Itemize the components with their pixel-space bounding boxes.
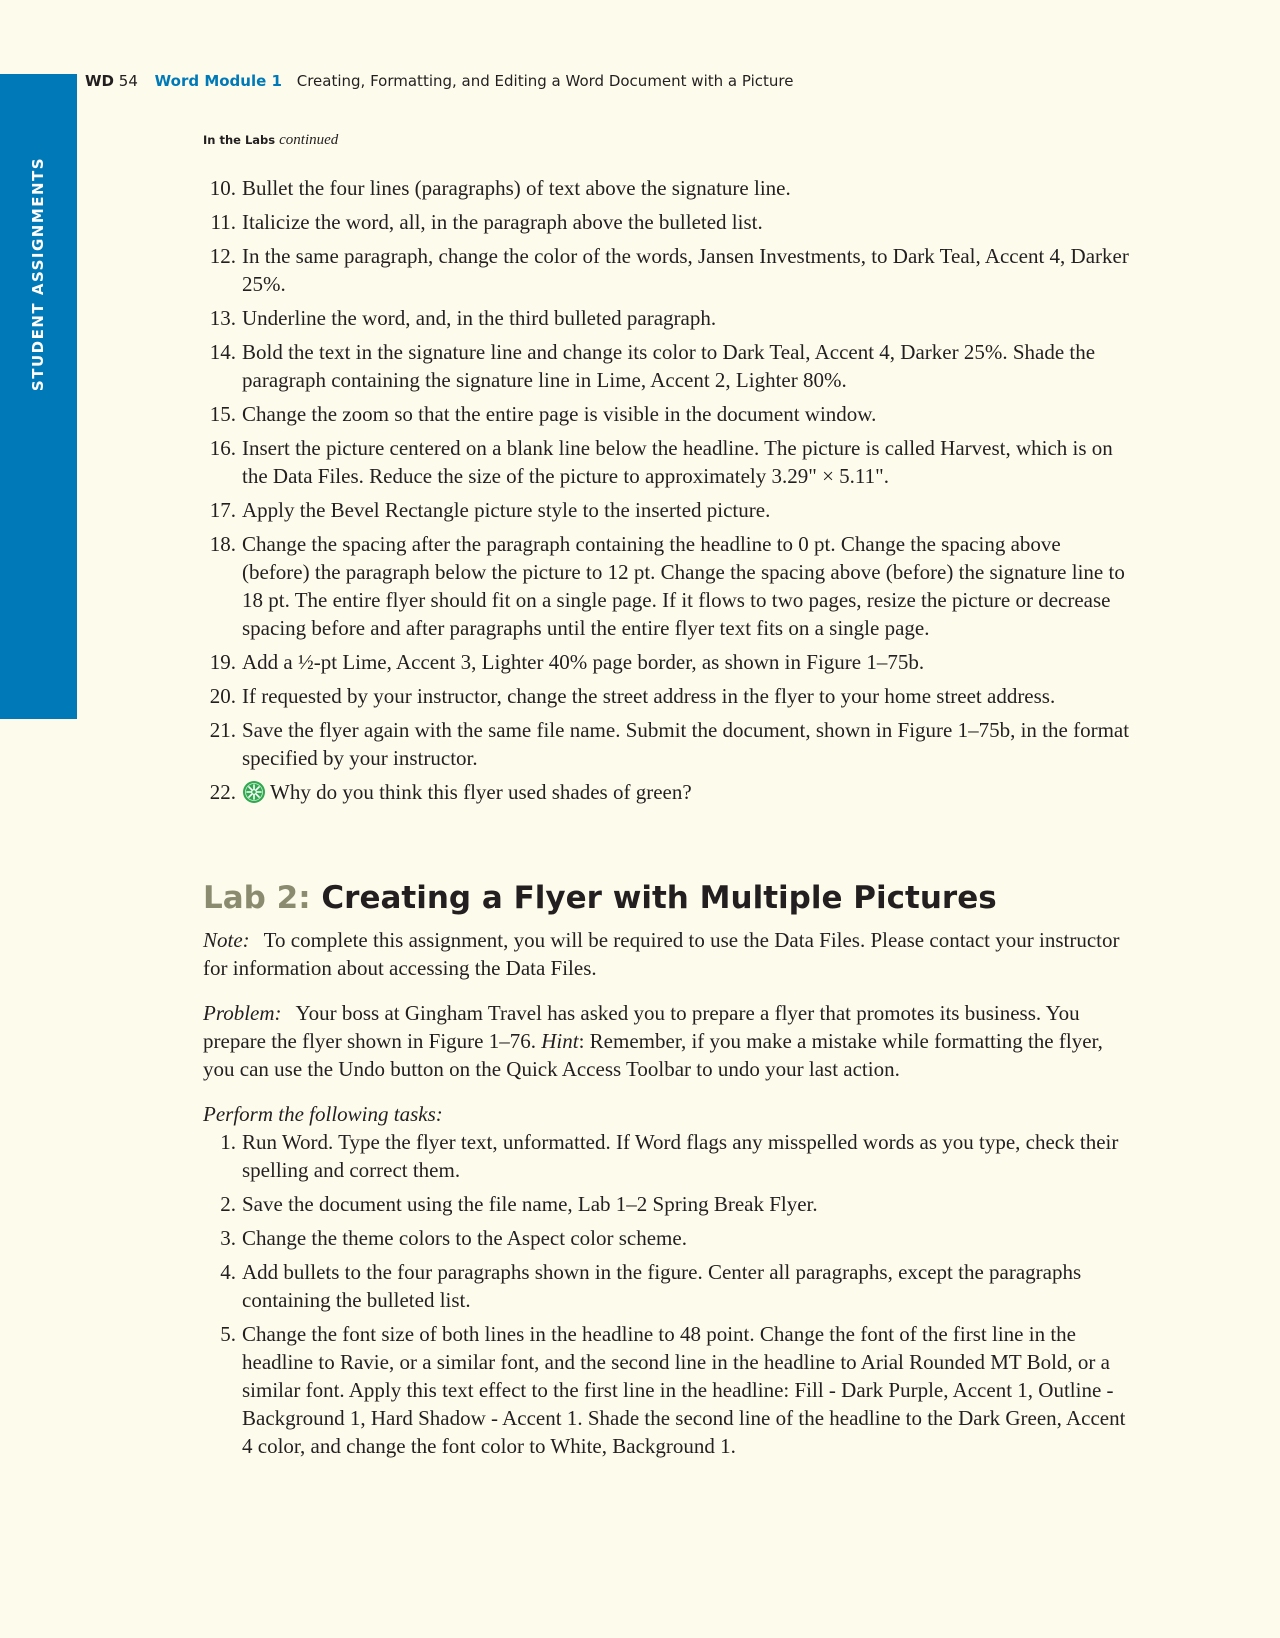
step-item — [203, 496, 1133, 524]
step-number: 20. — [209, 684, 236, 708]
step-number: 22. — [209, 780, 236, 804]
step-text: Why do you think this flyer used shades of green? — [270, 780, 692, 804]
problem-label: Problem: — [203, 1001, 282, 1025]
step-number: 17. — [209, 498, 236, 522]
step-text: Change the spacing after the paragraph containing the headline to 0 pt. Change the spacing above (before) the paragraph below the picture to 12 pt. Change the spacing above (before) the signature line to 18 pt. The entire flyer should fit on a single page. If it flows to two pages, resize the picture or decrease spacing before and after paragraphs until the entire flyer text fits on a single page. — [242, 532, 1125, 640]
step-number: 18. — [209, 532, 236, 556]
step-text: Apply the Bevel Rectangle picture style to the inserted picture. — [242, 498, 771, 522]
problem-paragraph — [203, 999, 1133, 1083]
step-text: Insert the picture centered on a blank line below the headline. The picture is called Harvest, which is on the Data Files. Reduce the size of the picture to approximately 3.29" × 5.11". — [242, 436, 1113, 488]
tasks-heading: Perform the following tasks: — [203, 1102, 443, 1126]
step-text: Underline the word, and, in the third bulleted paragraph. — [242, 306, 717, 330]
step-text: Italicize the word, all, in the paragraph above the bulleted list. — [242, 210, 763, 234]
note-label: Note: — [203, 928, 250, 952]
sidebar-label: STUDENT ASSIGNMENTS — [29, 156, 47, 392]
step-item — [203, 400, 1133, 428]
section-title: In the Labs — [203, 133, 276, 147]
step-number: 13. — [209, 306, 236, 330]
step-number: 12. — [209, 244, 236, 268]
task-item — [203, 1320, 1133, 1460]
step-number: 19. — [209, 650, 236, 674]
hint-text: : Remember, if you make a mistake while formatting the flyer, you can use the Undo button on the Quick Access Toolbar to undo your last action. — [203, 1029, 1103, 1081]
running-header — [85, 72, 793, 90]
task-text: Run Word. Type the flyer text, unformatted. If Word flags any misspelled words as you type, check their spelling and correct them. — [242, 1130, 1119, 1182]
task-number: 2. — [220, 1192, 236, 1216]
lab2-title: Creating a Flyer with Multiple Pictures — [321, 880, 997, 916]
page-number: 54 — [118, 72, 138, 90]
note-text: To complete this assignment, you will be required to use the Data Files. Please contact your instructor for information about accessing the Data Files. — [203, 928, 1120, 980]
step-number: 21. — [209, 718, 236, 742]
task-item — [203, 1258, 1133, 1314]
step-item — [203, 304, 1133, 332]
problem-text: Your boss at Gingham Travel has asked you to prepare a flyer that promotes its business. You prepare the flyer shown in Figure 1–76. — [203, 1001, 1080, 1053]
task-item — [203, 1128, 1133, 1184]
step-item — [203, 716, 1133, 772]
task-number: 3. — [220, 1226, 236, 1250]
step-text: Save the flyer again with the same file name. Submit the document, shown in Figure 1–75b, in the format specified by your instructor. — [242, 718, 1130, 770]
step-text: Change the zoom so that the entire page is visible in the document window. — [242, 402, 877, 426]
step-item — [203, 648, 1133, 676]
hint-label: Hint — [541, 1029, 579, 1053]
student-assignments-tab — [0, 74, 77, 719]
section-continued: continued — [279, 132, 339, 148]
chapter-title: Creating, Formatting, and Editing a Word Document with a Picture — [296, 72, 794, 90]
task-number: 1. — [220, 1130, 236, 1154]
task-item — [203, 1224, 1133, 1252]
step-item — [203, 242, 1133, 298]
lab2-prefix: Lab 2: — [203, 880, 311, 916]
step-text: Add a ½-pt Lime, Accent 3, Lighter 40% page border, as shown in Figure 1–75b. — [242, 650, 925, 674]
step-number: 16. — [209, 436, 236, 460]
task-text: Save the document using the file name, Lab 1–2 Spring Break Flyer. — [242, 1192, 818, 1216]
task-text: Change the theme colors to the Aspect color scheme. — [242, 1226, 687, 1250]
step-number: 11. — [210, 210, 236, 234]
step-text: Bullet the four lines (paragraphs) of text above the signature line. — [242, 176, 791, 200]
step-item — [203, 208, 1133, 236]
step-item — [203, 682, 1133, 710]
step-item — [203, 434, 1133, 490]
page-prefix: WD — [85, 72, 114, 90]
page-body — [203, 174, 1133, 1466]
step-text: In the same paragraph, change the color of the words, Jansen Investments, to Dark Teal, Accent 4, Darker 25%. — [242, 244, 1129, 296]
step-text: Bold the text in the signature line and change its color to Dark Teal, Accent 4, Darker 25%. Shade the paragraph containing the signature line in Lime, Accent 2, Lighter 80%. — [242, 340, 1096, 392]
step-item — [203, 530, 1133, 642]
task-number: 5. — [220, 1322, 236, 1346]
step-number: 10. — [209, 176, 236, 200]
section-label — [203, 132, 338, 149]
task-item — [203, 1190, 1133, 1218]
lab2-heading — [203, 879, 1133, 917]
note-paragraph — [203, 926, 1133, 982]
step-item — [203, 778, 1133, 806]
step-number: 15. — [209, 402, 236, 426]
step-text: If requested by your instructor, change the street address in the flyer to your home street address. — [242, 684, 1056, 708]
critical-thinking-icon — [242, 780, 266, 804]
task-text: Add bullets to the four paragraphs shown in the figure. Center all paragraphs, except the paragraphs containing the bulleted list. — [242, 1260, 1082, 1312]
module-title: Word Module 1 — [154, 72, 282, 90]
step-number: 14. — [209, 340, 236, 364]
step-item — [203, 174, 1133, 202]
step-item — [203, 338, 1133, 394]
task-number: 4. — [220, 1260, 236, 1284]
task-text: Change the font size of both lines in the headline to 48 point. Change the font of the first line in the headline to Ravie, or a similar font, and the second line in the headline to Arial Rounded MT Bold, or a similar font. Apply this text effect to the first line in the headline: Fill - Dark Purple, Accent 1, Outline - Background 1, Hard Shadow - Accent 1. Shade the second line of the headline to the Dark Green, Accent 4 color, and change the font color to White, Background 1. — [242, 1322, 1126, 1458]
